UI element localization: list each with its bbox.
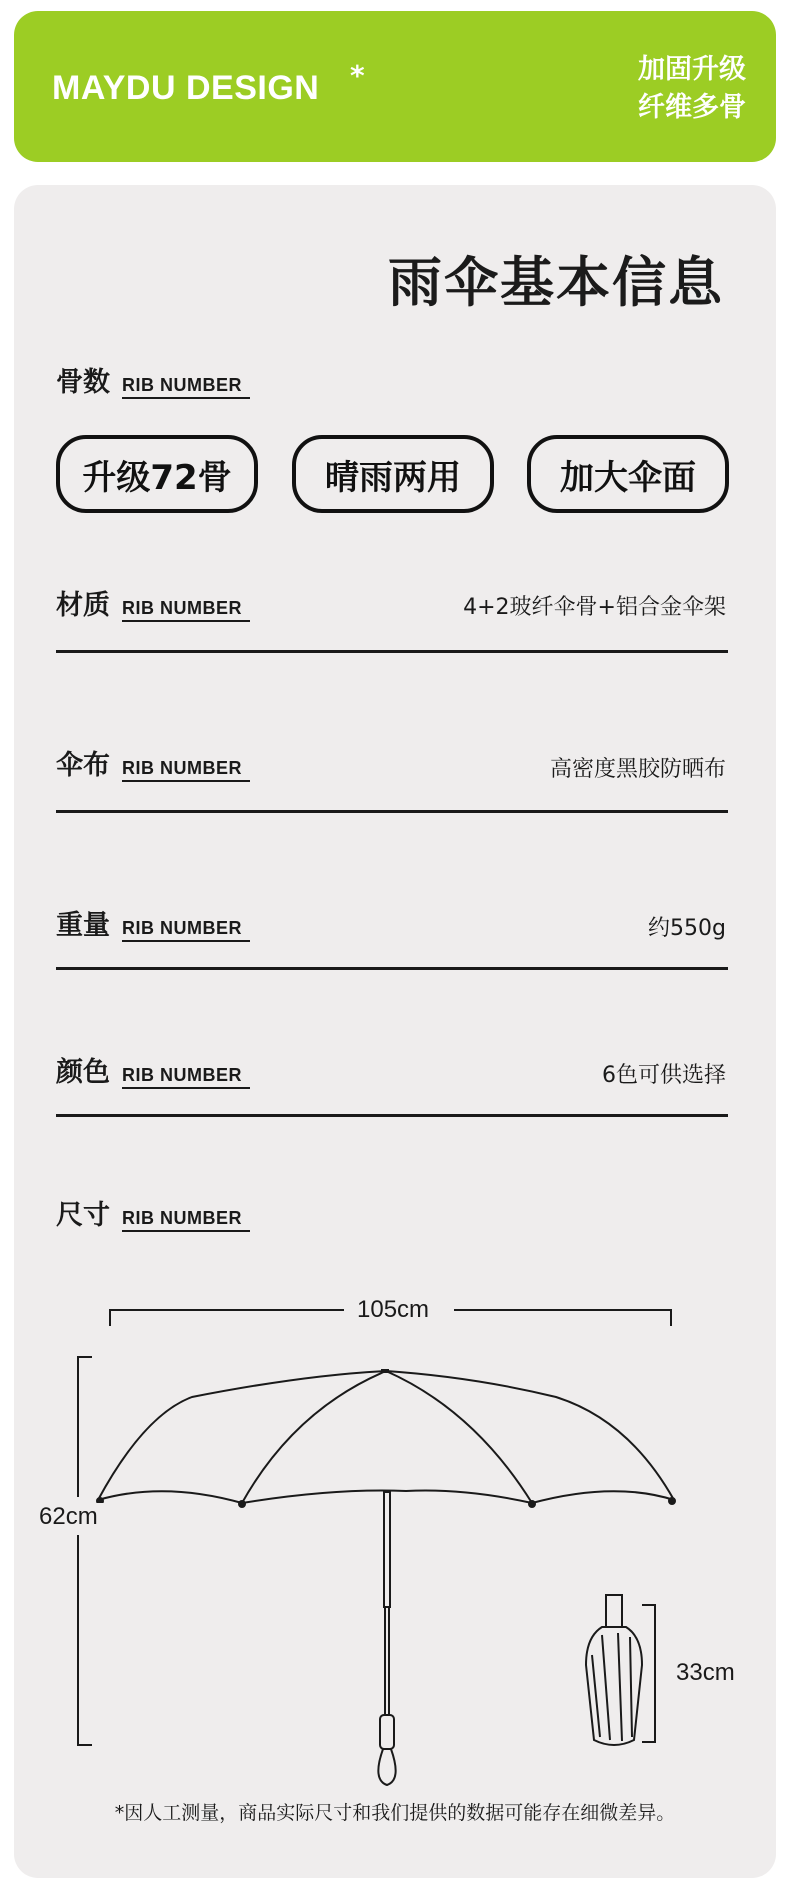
tagline-line-2: 纤维多骨 [638,92,746,123]
page-title: 雨伞基本信息 [388,251,724,314]
folded-dimension-line [642,1605,655,1742]
folded-dimension-label: 33cm [668,1659,743,1687]
umbrella-shaft-lower [385,1607,389,1715]
umbrella-size-diagram [14,185,776,1878]
material-value: 4+2玻纤伞骨+铝合金伞架 [463,595,726,620]
brand-logo-text: MAYDU DESIGN [52,69,320,107]
umbrella-handle [380,1715,394,1749]
canopy-seam [242,1371,386,1503]
section-title: 材质 [56,590,110,621]
rib-tip [529,1501,535,1507]
feature-pill-dual-use: 晴雨两用 [292,435,494,513]
info-card [14,185,776,1878]
section-title: 尺寸 [56,1200,110,1231]
section-subtitle: RIB NUMBER [122,1065,250,1089]
umbrella-shaft [384,1492,390,1607]
feature-pill-ribs: 升级72骨 [56,435,258,513]
section-subtitle: RIB NUMBER [122,758,250,782]
section-title: 重量 [56,910,110,941]
rib-tip [669,1498,675,1504]
section-subtitle: RIB NUMBER [122,375,250,399]
folded-folds [592,1633,632,1741]
section-title: 骨数 [56,367,110,398]
color-value: 6色可供选择 [602,1063,726,1088]
section-subtitle: RIB NUMBER [122,1208,250,1232]
section-subtitle: RIB NUMBER [122,918,250,942]
section-subtitle: RIB NUMBER [122,598,250,622]
folded-handle [606,1595,622,1627]
section-title: 颜色 [56,1057,110,1088]
umbrella-strap [378,1749,395,1785]
section-title: 伞布 [56,750,110,781]
measurement-footnote: *因人工测量，商品实际尺寸和我们提供的数据可能存在细微差异。 [114,1802,676,1824]
canopy-outline [98,1371,674,1500]
tagline-line-1: 加固升级 [638,54,746,85]
brand-header [14,11,776,162]
feature-pill-large-canopy: 加大伞面 [527,435,729,513]
width-dimension-label: 105cm [349,1296,437,1324]
height-dimension-label: 62cm [31,1503,106,1531]
height-dimension-line [78,1357,92,1745]
canopy-seam [386,1371,532,1503]
weight-value: 约550g [648,916,726,941]
fabric-value: 高密度黑胶防晒布 [549,757,726,782]
header-tagline [638,51,746,127]
brand-star-mark: * [350,59,365,92]
rib-tip [239,1501,245,1507]
